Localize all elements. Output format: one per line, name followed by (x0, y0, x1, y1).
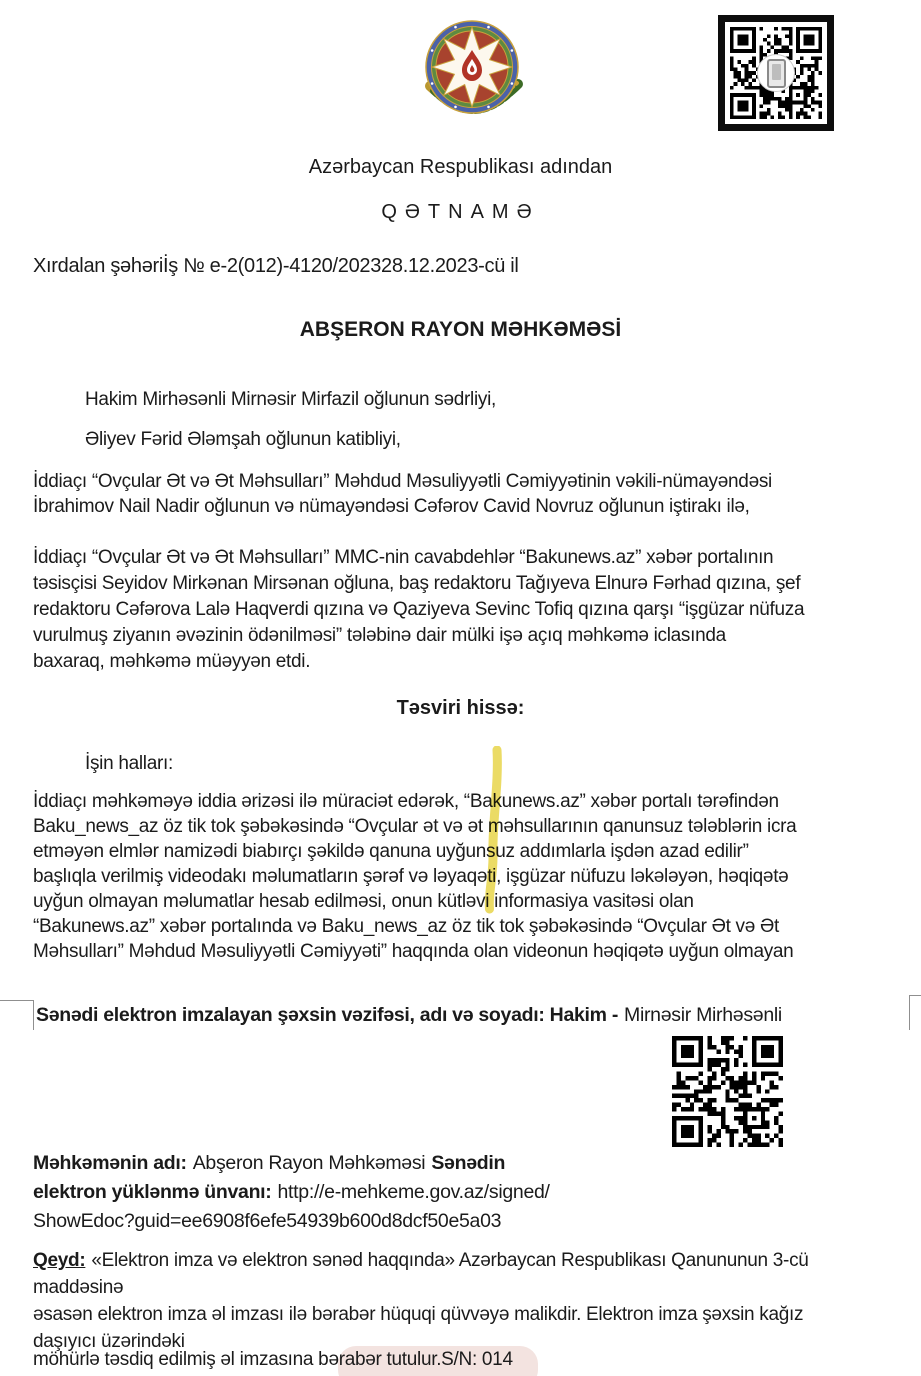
note-line-2: maddəsinə (33, 1277, 124, 1298)
case-facts-label: İşin halları: (85, 753, 173, 774)
case-paragraph (33, 545, 804, 675)
table-corner-right (909, 995, 921, 1030)
paragraph-line: uyğun olmayan məlumatlar hesab edilməsi, onun kütləvi informasiya vasitəsi olan (33, 891, 694, 912)
note-line-3: əsasən elektron imza əl imzası ilə bərabər hüquqi qüvvəyə malikdir. Elektron imza şəxsin kağız (33, 1304, 804, 1325)
signer-line (36, 1004, 782, 1027)
signer-name: Mirnəsir Mirhəsənli (624, 1004, 782, 1026)
phone-icon (767, 59, 786, 88)
qr-code-top (718, 15, 834, 131)
court-name-heading: ABŞERON RAYON MƏHKƏMƏSİ (299, 318, 622, 341)
paragraph-line: İbrahimov Nail Nadir oğlunun və nümayəndəsi Cəfərov Cavid Novruz oğlunun iştirakı ilə, (33, 496, 750, 517)
descriptive-part-heading: Təsviri hissə: (396, 697, 525, 719)
signer-label: Sənədi elektron imzalayan şəxsin vəzifəsi, adı və soyadı: Hakim - (36, 1004, 619, 1026)
paragraph-line: İddiaçı “Ovçular Ət və Ət Məhsulları” Məhdud Məsuliyyətli Cəmiyyətinin vəkili-nümayəndəsi (33, 471, 772, 492)
court-info-block (33, 1149, 550, 1236)
paragraph-line: vurulmuş ziyanın əvəzinin ödənilməsi” tələbinə dair mülki işə açıq məhkəmə iclasında (33, 625, 726, 646)
qr-center-badge (757, 54, 795, 92)
download-url-guid: ShowEdoc?guid=ee6908f6efe54939b600d8dcf50e5a03 (33, 1210, 502, 1232)
paragraph-line: “Bakunews.az” xəbər portalında və Baku_news_az öz tik tok şəbəkəsində “Ovçular Ət və Ət (33, 916, 779, 937)
qr-pattern (672, 1036, 783, 1147)
paragraph-line: İddiaçı “Ovçular Ət və Ət Məhsulları” MMC-nin cavabdehlər “Bakunews.az” xəbər portalının (33, 547, 774, 568)
note-line-1: «Elektron imza və elektron sənəd haqqında» Azərbaycan Respublikası Qanununun 3-cü (91, 1250, 809, 1271)
judge-line: Hakim Mirhəsənli Mirnəsir Mirfazil oğlunun sədrliyi, (85, 389, 496, 410)
paragraph-line: İddiaçı məhkəməyə iddia ərizəsi ilə müraciət edərək, “Bakunews.az” xəbər portalı tərəfindən (33, 791, 779, 812)
note-block (33, 1247, 809, 1355)
court-name-label: Məhkəmənin adı: (33, 1152, 187, 1174)
note-line-4: daşıyıcı üzərindəki (33, 1331, 185, 1352)
paragraph-line: təsisçisi Seyidov Mirkənan Mirsənan oğluna, baş redaktoru Tağıyeva Elnurə Fərhad qızına, şef (33, 573, 801, 594)
paragraph-line: baxaraq, məhkəmə müəyyən etdi. (33, 651, 311, 672)
download-url-label: elektron yüklənmə ünvanı: (33, 1181, 272, 1203)
download-url-value: http://e-mehkeme.gov.az/signed/ (277, 1181, 550, 1203)
facts-paragraph (33, 789, 796, 964)
document-label: Sənədin (431, 1152, 506, 1174)
note-line-5: möhürlə təsdiq edilmiş əl imzasına bərabər tutulur.S/N: 014 (33, 1349, 513, 1370)
paragraph-line: redaktoru Cəfərova Lalə Haqverdi qızına və Qaziyeva Sevinc Tofiq qızına qarşı “işgüzar nüfuza (33, 599, 805, 620)
qr-code-bottom (672, 1036, 783, 1147)
in-the-name-line: Azərbaycan Respublikası adından (308, 156, 613, 178)
plaintiff-paragraph (33, 469, 772, 519)
paragraph-line: etməyən elmlər namizədi biabırçı şəkildə qanuna uyğunsuz addımlarla işdən azad edilir” (33, 841, 749, 862)
paragraph-line: başlıqla verilmiş videodakı məlumatların şərəf və ləyaqəti, işgüzar nüfuzu ləkələyən, həqiqətə (33, 866, 789, 887)
table-corner-left (0, 1000, 34, 1030)
case-number-line: Xırdalan şəhəriİş № e-2(012)-4120/202328.12.2023-cü il (33, 255, 519, 277)
note-label: Qeyd: (33, 1250, 86, 1271)
court-name-value: Abşeron Rayon Məhkəməsi (192, 1152, 426, 1174)
paragraph-line: Məhsulları” Məhdud Məsuliyyətli Cəmiyyəti” haqqında olan videonun həqiqətə uyğun olmayan (33, 941, 794, 962)
azerbaijan-coat-of-arms (404, 16, 544, 128)
document-type-title: QƏTNAMƏ (381, 201, 540, 223)
secretary-line: Əliyev Fərid Ələmşah oğlunun katibliyi, (85, 429, 401, 450)
paragraph-line: Baku_news_az öz tik tok şəbəkəsində “Ovçular ət və ət məhsullarının qanunsuz tələblərin icra (33, 816, 797, 837)
